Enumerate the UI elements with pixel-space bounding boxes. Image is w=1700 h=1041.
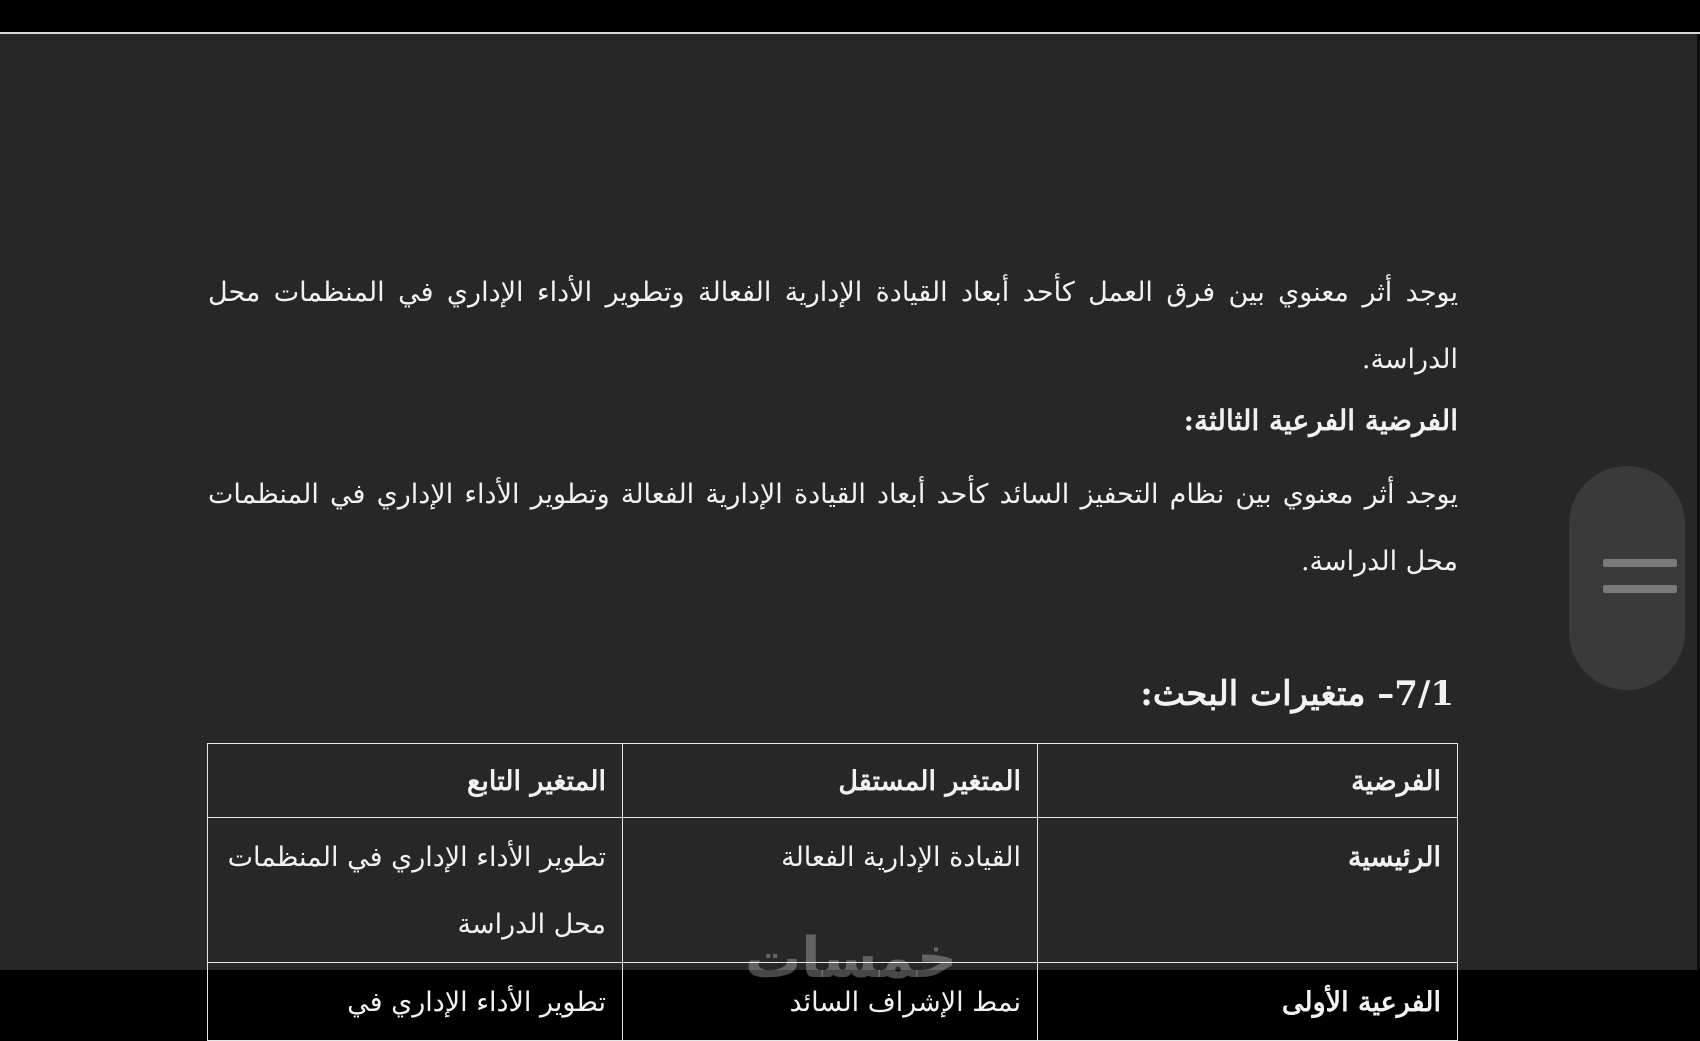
cell-dependent-variable: تطوير الأداء الإداري في المنظمات محل الدراسة xyxy=(208,818,623,963)
cell-hypothesis: الفرعية الأولى xyxy=(1038,963,1458,1041)
cell-hypothesis: الرئيسية xyxy=(1038,818,1458,963)
cell-dependent-variable: تطوير الأداء الإداري في xyxy=(208,963,623,1041)
document-viewer[interactable] xyxy=(0,34,1697,1018)
top-bar xyxy=(0,0,1700,32)
drag-handle-icon xyxy=(1603,585,1677,593)
paragraph-third-hypothesis: يوجد أثر معنوي بين نظام التحفيز السائد كأحد أبعاد القيادة الإدارية الفعالة وتطوير الأداء الإداري في المنظمات محل الدراسة. xyxy=(208,479,1458,577)
table-header-row xyxy=(208,744,1458,818)
header-dependent-variable: المتغير التابع xyxy=(208,744,623,818)
research-variables-table xyxy=(207,743,1458,1041)
header-independent-variable: المتغير المستقل xyxy=(623,744,1038,818)
paragraph-second-hypothesis: يوجد أثر معنوي بين فرق العمل كأحد أبعاد القيادة الإدارية الفعالة وتطوير الأداء الإداري في المنظمات محل الدراسة. xyxy=(208,277,1458,375)
header-hypothesis: الفرضية xyxy=(1038,744,1458,818)
scroll-handle[interactable] xyxy=(1569,466,1685,690)
watermark-logo: خمسات xyxy=(745,926,958,991)
section-heading-research-variables: 7/1– متغيرات البحث: xyxy=(1140,674,1454,714)
heading-third-hypothesis: الفرضية الفرعية الثالثة: xyxy=(1183,404,1458,437)
cell-independent-variable: نمط الإشراف السائد xyxy=(623,963,1038,1041)
drag-handle-icon xyxy=(1603,559,1677,567)
cell-independent-variable: القيادة الإدارية الفعالة xyxy=(623,818,1038,963)
